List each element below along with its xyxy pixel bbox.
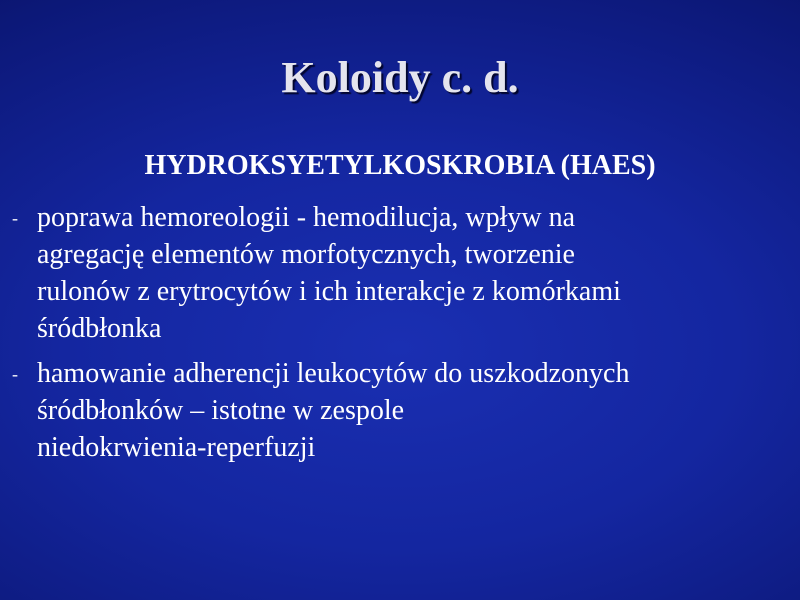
bullet-line: rulonów z erytrocytów i ich interakcje z komórkami <box>37 276 621 307</box>
bullet-item <box>0 199 790 347</box>
bullet-line: poprawa hemoreologii - hemodilucja, wpływ na <box>37 202 576 233</box>
bullet-line: agregację elementów morfotycznych, tworzenie <box>37 239 575 270</box>
slide-title: Koloidy c. d. <box>281 53 519 102</box>
bullet-line: niedokrwienia-reperfuzji <box>37 432 316 463</box>
bullet-list <box>0 199 790 474</box>
bullet-line: hamowanie adherencji leukocytów do uszkodzonych <box>37 358 630 389</box>
slide-subtitle: HYDROKSYETYLKOSKROBIA (HAES) <box>144 150 656 181</box>
dash-bullet-icon: - <box>12 208 18 228</box>
dash-bullet-icon: - <box>12 364 18 384</box>
bullet-item <box>0 355 790 466</box>
bullet-line: śródbłonków – istotne w zespole <box>37 395 405 426</box>
bullet-line: śródbłonka <box>37 313 162 344</box>
